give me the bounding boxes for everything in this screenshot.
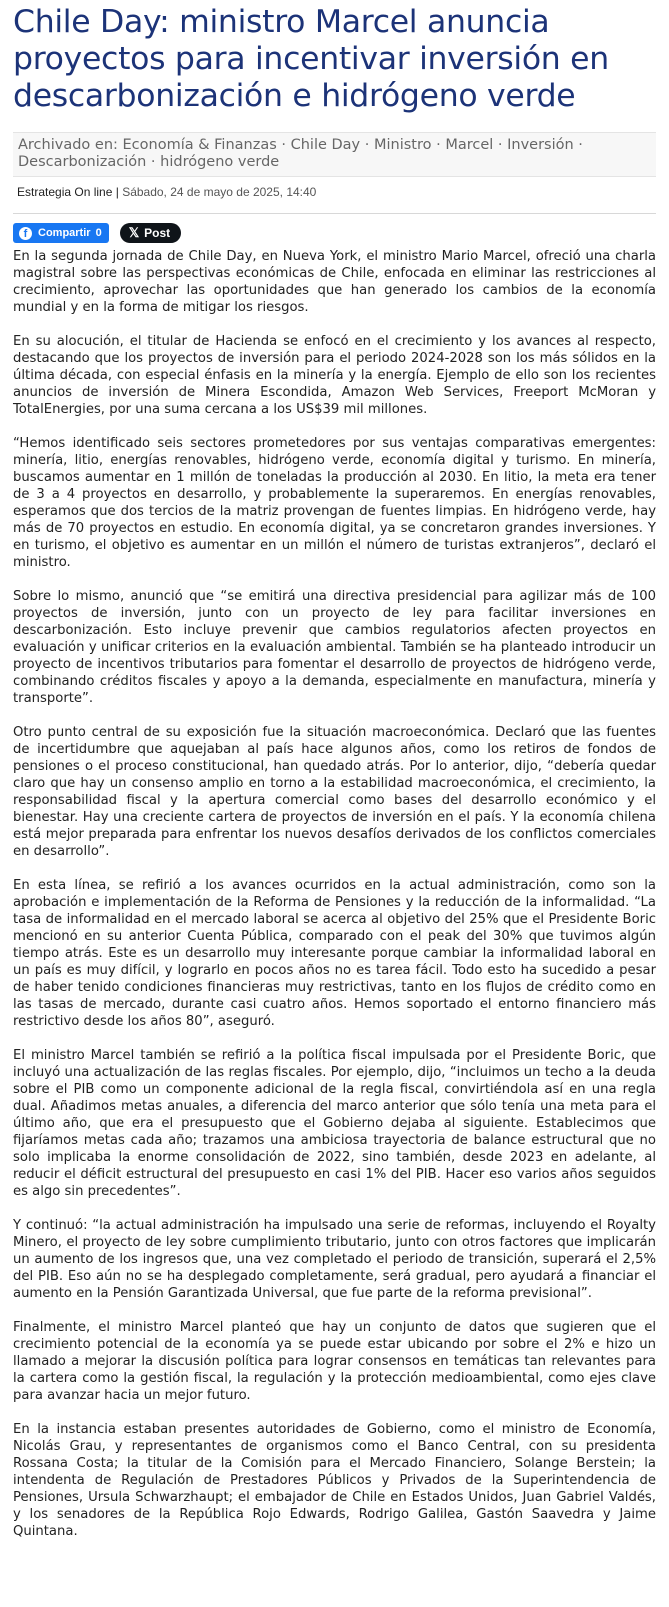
article-paragraph: En esta línea, se refirió a los avances ocurridos en la actual administración, como son la aprobación e implementación de la Reforma de Pensiones y la reducción de la informalidad. “La tasa de informalidad en el mercado laboral se acerca al objetivo del 25% que el Presidente Boric mencionó en su anterior Cuenta Pública, comparado con el peak del 30% que tuvimos algún tiempo atrás. Este es un desarrollo muy interesante porque cambiar la informalidad laboral en un país es muy difícil, y lograrlo en pocos años no es tarea fácil. Todo esto ha sucedido a pesar de haber tenido condiciones financieras muy restrictivas, tanto en los flujos de crédito como en las tasas de mercado, durante casi cuatro años. Hemos soportado el entorno financiero más restrictivo desde los años 80”, aseguró.: [13, 878, 656, 1029]
tag-separator: ·: [493, 137, 508, 153]
tag-separator: ·: [360, 137, 374, 153]
byline: [13, 177, 656, 214]
article-paragraph: En su alocución, el titular de Hacienda se enfocó en el crecimiento y los avances al respecto, destacando que los proyectos de inversión para el periodo 2024-2028 son los más sólidos en la última década, con especial énfasis en la minería y la energía. Ejemplo de ello son los recientes anuncios de inversión de Minera Escondida, Amazon Web Services, Freeport McMoran y TotalEnergies, por una suma cercana a los US$39 mil millones.: [13, 334, 656, 417]
byline-separator: |: [112, 185, 123, 199]
tags-bar: [13, 132, 656, 177]
x-post-label: Post: [144, 226, 171, 240]
facebook-share-count: 0: [95, 227, 102, 239]
facebook-share-button[interactable]: [13, 223, 109, 243]
publish-date: Sábado, 24 de mayo de 2025, 14:40: [122, 185, 317, 199]
facebook-share-label: Compartir: [38, 227, 91, 239]
tag-link[interactable]: Economía & Finanzas: [122, 137, 277, 153]
article-body: [13, 248, 656, 1540]
article-paragraph: “Hemos identificado seis sectores prometedores por sus ventajas comparativas emergentes: minería, litio, energías renovables, hidrógeno verde, economía digital y turismo. En minería, buscamos aumentar en 1 millón de toneladas la producción al 2030. En litio, la meta era tener de 3 a 4 proyectos en desarrollo, y probablemente la superaremos. En energías renovables, esperamos que dos tercios de la matriz provengan de fuentes limpias. En hidrógeno verde, hay más de 70 proyectos en estudio. En economía digital, ya se concretaron grandes inversiones. Y en turismo, el objetivo es aumentar en un millón el número de turistas extranjeros”, declaró el ministro.: [13, 436, 656, 570]
tag-separator: ·: [276, 137, 291, 153]
article-paragraph: En la instancia estaban presentes autoridades de Gobierno, como el ministro de Economía, Nicolás Grau, y representantes de organismos como el Banco Central, con su presidenta Rossana Costa; la titular de la Comisión para el Mercado Financiero, Solange Berstein; la intendenta de Regulación de Prestadores Públicos y Privados de la Superintendencia de Pensiones, Ursula Schwarzhaupt; el embajador de Chile en Estados Unidos, Juan Gabriel Valdés, y los senadores de la República Rojo Edwards, Rodrigo Galilea, Gastón Saavedra y Jaime Quintana.: [13, 1422, 656, 1539]
share-buttons: [13, 222, 656, 244]
source-name: Estrategia On line: [17, 185, 113, 199]
tag-separator: ·: [573, 137, 583, 153]
x-post-button[interactable]: [120, 223, 182, 243]
tag-separator: ·: [431, 137, 446, 153]
article-paragraph: Finalmente, el ministro Marcel planteó que hay un conjunto de datos que sugieren que el crecimiento potencial de la economía ya se puede estar ubicando por sobre el 2% e hizo un llamado a mejorar la discusión política para lograr consensos en temáticas tan relevantes para la cartera como la gestión fiscal, la regulación y la protección medioambiental, como ejes clave para avanzar hacia un mejor futuro.: [13, 1320, 656, 1403]
article-paragraph: Sobre lo mismo, anunció que “se emitirá una directiva presidencial para agilizar más de 100 proyectos de inversión, junto con un proyecto de ley para facilitar inversiones en descarbonización. Esto incluye prevenir que cambios regulatorios afecten proyectos en evaluación y unificar criterios en la evaluación ambiental. También se ha planteado introducir un proyecto de incentivos tributarios para fomentar el desarrollo de proyectos de hidrógeno verde, combinando créditos fiscales y apoyo a la demanda, especialmente en manufactura, minería y transporte”.: [13, 589, 656, 706]
tag-link[interactable]: hidrógeno verde: [160, 154, 280, 170]
article-paragraph: El ministro Marcel también se refirió a la política fiscal impulsada por el Presidente Boric, que incluyó una actualización de las reglas fiscales. Por ejemplo, dijo, “incluimos un techo a la deuda sobre el PIB como un componente adicional de la regla fiscal, convirtiéndola así en una regla dual. Añadimos metas anuales, a diferencia del marco anterior que sólo tenía una meta para el último año, que era el presupuesto que el Gobierno dejaba al siguiente. Establecimos que fijaríamos metas cada año; trazamos una ambiciosa trayectoria de balance estructural que no solo implicaba la enorme consolidación de 2022, sino también, desde 2023 en adelante, al reducir el déficit estructural del presupuesto en casi 1% del PIB. Hacer eso varios años seguidos es algo sin precedentes”.: [13, 1048, 656, 1199]
x-logo-icon: 𝕏: [128, 225, 140, 240]
tag-link[interactable]: Inversión: [507, 137, 574, 153]
tag-link[interactable]: Ministro: [373, 137, 432, 153]
article-paragraph: Otro punto central de su exposición fue la situación macroeconómica. Declaró que las fuentes de incertidumbre que aquejaban al país hace algunos años, como los retiros de fondos de pensiones o el proceso constitucional, han quedado atrás. Por lo anterior, dijo, “debería quedar claro que hay un consenso amplio en torno a la estabilidad macroeconómica, el crecimiento, la responsabilidad fiscal y la apertura comercial como bases del desarrollo económico y el bienestar. Hay una creciente cartera de proyectos de inversión en el país. Y la economía chilena está mejor preparada para enfrentar los nuevos desafíos derivados de los conflictos comerciales en desarrollo”.: [13, 725, 656, 859]
tag-link[interactable]: Descarbonización: [18, 154, 147, 170]
article-paragraph: Y continuó: “la actual administración ha impulsado una serie de reformas, incluyendo el Royalty Minero, el proyecto de ley sobre cumplimiento tributario, junto con otros factores que implicarán un aumento de los ingresos que, una vez completado el periodo de transición, superará el 2,5% del PIB. Eso aún no se ha desplegado completamente, será gradual, pero ayudará a financiar el aumento en la Pensión Garantizada Universal, que fue parte de la reforma previsional”.: [13, 1218, 656, 1301]
article-paragraph: En la segunda jornada de Chile Day, en Nueva York, el ministro Mario Marcel, ofreció una charla magistral sobre las perspectivas económicas de Chile, enfocada en eliminar las restricciones al crecimiento, aprovechar las oportunidades que han generado los cambios de la economía mundial y en la forma de mitigar los riesgos.: [13, 249, 656, 315]
tag-link[interactable]: Marcel: [445, 137, 494, 153]
facebook-f-icon: f: [19, 227, 32, 240]
tag-separator: ·: [146, 154, 161, 170]
tag-link[interactable]: Chile Day: [290, 137, 361, 153]
article-title: Chile Day: ministro Marcel anuncia proyectos para incentivar inversión en descarbonización e hidrógeno verde: [13, 4, 609, 114]
tags-label: Archivado en:: [18, 137, 118, 153]
